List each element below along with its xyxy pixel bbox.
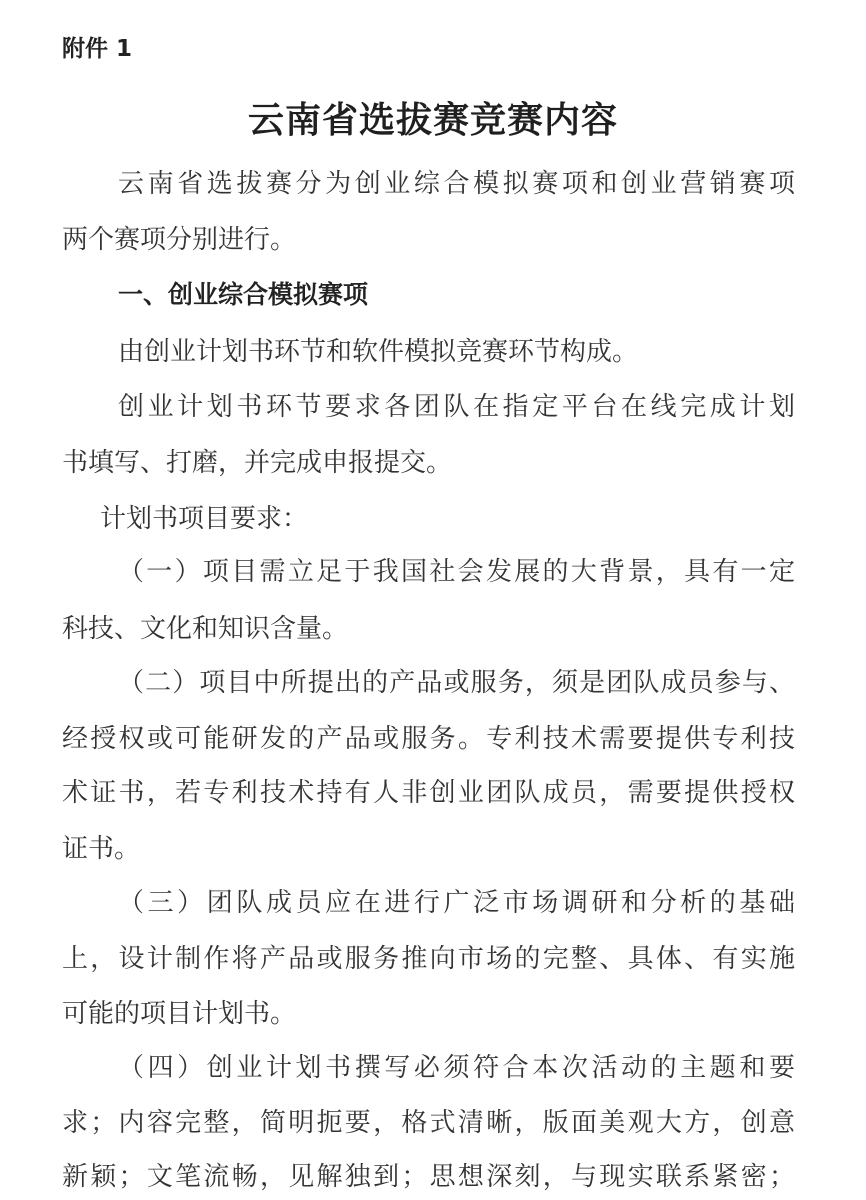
paragraph-line: 新颖；文笔流畅，见解独到；思想深刻，与现实联系紧密； [62, 1162, 795, 1192]
paragraph-line: 术证书，若专利技术持有人非创业团队成员，需要提供授权 [62, 778, 795, 808]
paragraph-line: 云南省选拔赛分为创业综合模拟赛项和创业营销赛项 [118, 169, 795, 199]
paragraph-line: （一）项目需立足于我国社会发展的大背景，具有一定 [118, 557, 795, 587]
paragraph-line: （三）团队成员应在进行广泛市场调研和分析的基础 [118, 888, 795, 918]
paragraph-line: 求；内容完整，简明扼要，格式清晰，版面美观大方，创意 [62, 1108, 795, 1138]
paragraph-line: 科技、文化和知识含量。 [62, 614, 349, 644]
paragraph-line: 经授权或可能研发的产品或服务。专利技术需要提供专利技 [62, 724, 795, 754]
paragraph-line: 创业计划书环节要求各团队在指定平台在线完成计划 [118, 392, 795, 422]
paragraph-line: 上，设计制作将产品或服务推向市场的完整、具体、有实施 [62, 944, 795, 974]
section-heading: 一、创业综合模拟赛项 [118, 280, 369, 309]
paragraph-line: （四）创业计划书撰写必须符合本次活动的主题和要 [118, 1053, 795, 1083]
paragraph-line: 证书。 [62, 834, 141, 864]
paragraph-line: （二）项目中所提出的产品或服务，须是团队成员参与、 [118, 668, 795, 698]
paragraph-line: 由创业计划书环节和软件模拟竞赛环节构成。 [118, 337, 639, 367]
paragraph-line: 可能的项目计划书。 [62, 999, 297, 1029]
attachment-label: 附件 1 [62, 36, 133, 62]
document-title: 云南省选拔赛竞赛内容 [247, 99, 618, 141]
paragraph-line: 计划书项目要求： [100, 504, 309, 534]
paragraph-line: 书填写、打磨，并完成申报提交。 [62, 448, 453, 478]
paragraph-line: 两个赛项分别进行。 [62, 225, 297, 255]
